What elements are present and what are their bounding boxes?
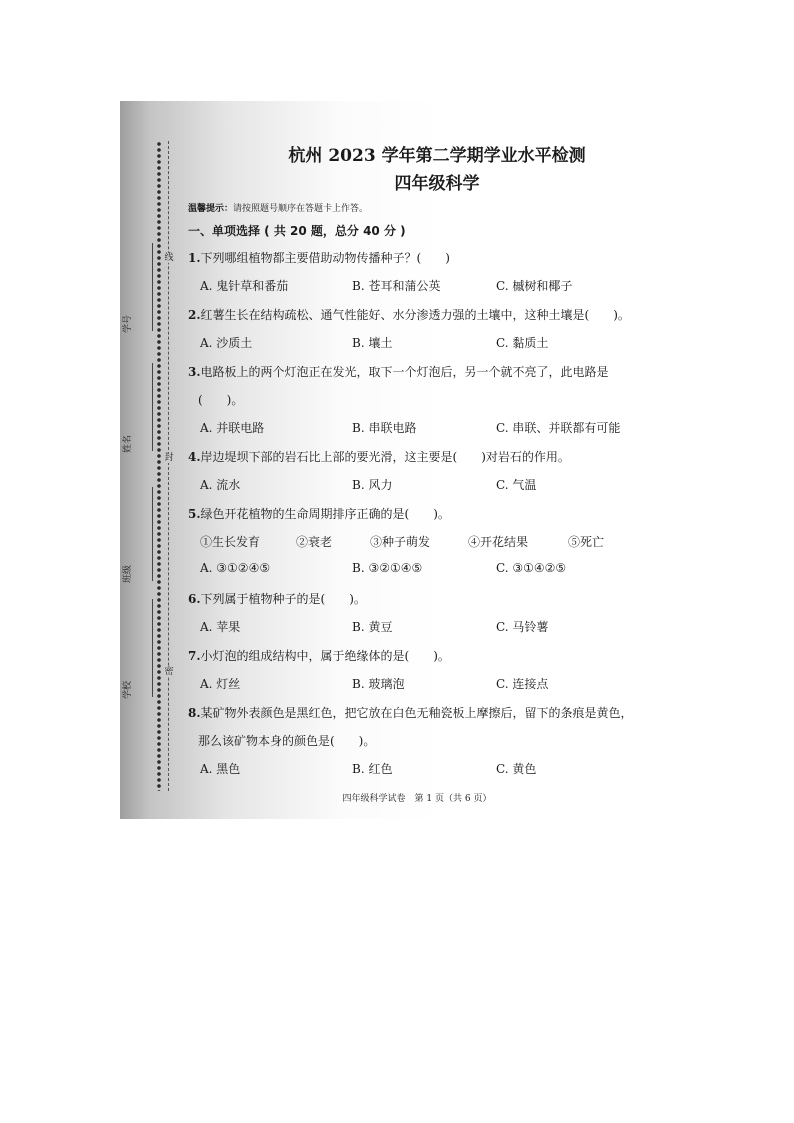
tip-label: 温馨提示： xyxy=(188,204,234,214)
name-label: 姓名 xyxy=(123,434,133,453)
option-b: B. 苍耳和蒲公英 xyxy=(352,279,441,293)
question-text: 绿色开花植物的生命周期排序正确的是( )。 xyxy=(200,507,450,521)
question-text: 红薯生长在结构疏松、通气性能好、水分渗透力强的土壤中，这种土壤是( )。 xyxy=(200,308,630,322)
exam-title: 杭州 2023 学年第二学期学业水平检测 xyxy=(288,146,586,166)
tip-text: 请按照题号顺序在答题卡上作答。 xyxy=(233,204,369,214)
cut-line xyxy=(168,141,169,791)
stage-5: ⑤死亡 xyxy=(568,535,605,549)
option-a: A. 苹果 xyxy=(200,620,241,634)
option-c: C. 串联、并联都有可能 xyxy=(496,421,621,435)
option-a: A. 灯丝 xyxy=(200,677,241,691)
option-c: C. 连接点 xyxy=(496,677,549,691)
option-a: A. 流水 xyxy=(200,478,241,492)
question-number: 7. xyxy=(188,649,201,663)
question-2 xyxy=(188,306,630,323)
school-field xyxy=(120,680,166,713)
option-c: C. 槭树和椰子 xyxy=(496,279,573,293)
question-number: 5. xyxy=(188,507,201,521)
question-text: 小灯泡的组成结构中，属于绝缘体的是( )。 xyxy=(200,649,450,663)
question-3-cont: ( )。 xyxy=(198,393,244,407)
option-b: B. 玻璃泡 xyxy=(352,677,405,691)
student-id-blank xyxy=(152,243,153,331)
option-b: B. 串联电路 xyxy=(352,421,417,435)
question-text: 下列哪组植物都主要借助动物传播种子？( ) xyxy=(200,251,450,265)
class-field xyxy=(120,564,166,597)
question-number: 3. xyxy=(188,365,201,379)
name-blank xyxy=(152,363,153,451)
option-a: A. 鬼针草和番茄 xyxy=(200,279,289,293)
seal-char-secret: 密 xyxy=(164,667,174,677)
stage-4: ④开花结果 xyxy=(468,535,529,549)
option-b: B. 黄豆 xyxy=(352,620,393,634)
option-b: B. 红色 xyxy=(352,762,393,776)
page-footer: 四年级科学试卷 第 1 页（共 6 页） xyxy=(342,794,492,804)
stage-1: ①生长发育 xyxy=(200,535,261,549)
question-4 xyxy=(188,448,570,465)
option-c: C. 黏质土 xyxy=(496,336,549,350)
option-a: A. 并联电路 xyxy=(200,421,265,435)
question-8-cont: 那么该矿物本身的颜色是( )。 xyxy=(198,734,376,748)
question-number: 4. xyxy=(188,450,201,464)
question-7 xyxy=(188,647,450,664)
question-8 xyxy=(188,704,633,721)
class-label: 班级 xyxy=(123,564,133,583)
question-text: 岸边堤坝下部的岩石比上部的要光滑，这主要是( )对岩石的作用。 xyxy=(200,450,570,464)
question-number: 8. xyxy=(188,706,201,720)
section-heading: 一、单项选择 ( 共 20 题，总分 40 分 ) xyxy=(188,224,406,238)
seal-char-line: 线 xyxy=(164,253,174,263)
exam-sheet xyxy=(120,101,674,819)
option-c: C. 马铃薯 xyxy=(496,620,549,634)
class-blank xyxy=(152,487,153,581)
question-text: 某矿物外表颜色是黑红色，把它放在白色无釉瓷板上摩擦后，留下的条痕是黄色， xyxy=(200,706,633,720)
question-3 xyxy=(188,363,609,380)
option-a: A. 沙质土 xyxy=(200,336,253,350)
question-number: 6. xyxy=(188,592,201,606)
option-b: B. 风力 xyxy=(352,478,393,492)
name-field xyxy=(120,434,166,467)
option-b: B. ③②①④⑤ xyxy=(352,561,423,575)
student-id-label: 学号 xyxy=(123,314,133,333)
school-label: 学校 xyxy=(123,680,133,699)
exam-subtitle: 四年级科学 xyxy=(394,174,480,194)
option-c: C. 黄色 xyxy=(496,762,537,776)
question-6 xyxy=(188,590,366,607)
option-b: B. 壤土 xyxy=(352,336,393,350)
school-blank xyxy=(152,599,153,697)
question-text: 电路板上的两个灯泡正在发光，取下一个灯泡后，另一个就不亮了，此电路是 xyxy=(200,365,609,379)
option-a: A. 黑色 xyxy=(200,762,241,776)
question-1 xyxy=(188,249,450,266)
option-a: A. ③①②④⑤ xyxy=(200,561,271,575)
option-c: C. 气温 xyxy=(496,478,537,492)
option-c: C. ③①④②⑤ xyxy=(496,561,567,575)
tip xyxy=(188,201,368,214)
question-5 xyxy=(188,505,450,522)
seal-char-seal: 封 xyxy=(164,453,174,463)
question-number: 2. xyxy=(188,308,201,322)
stage-3: ③种子萌发 xyxy=(370,535,431,549)
question-text: 下列属于植物种子的是( )。 xyxy=(200,592,366,606)
student-id-field xyxy=(120,314,166,347)
question-number: 1. xyxy=(188,251,201,265)
stage-2: ②衰老 xyxy=(296,535,333,549)
